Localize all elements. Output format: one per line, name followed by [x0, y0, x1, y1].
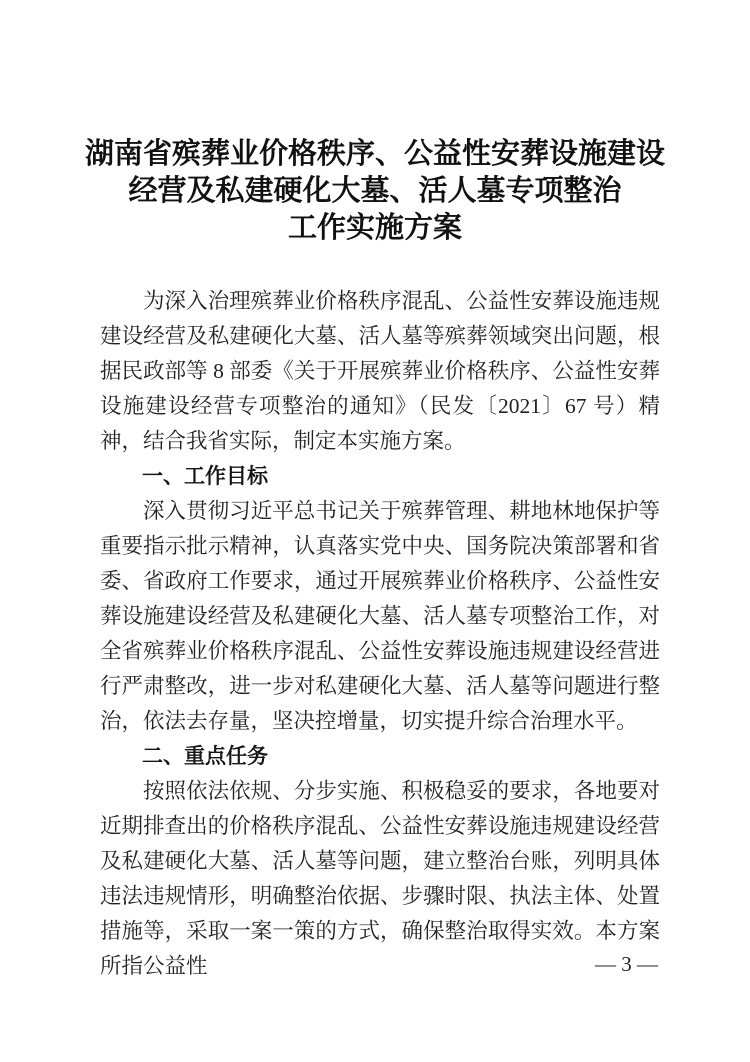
title-line-3: 工作实施方案	[287, 212, 462, 244]
title-line-2: 经营及私建硬化大墓、活人墓专项整治	[128, 175, 622, 207]
document-title	[55, 136, 695, 247]
section-heading-work-goals: 一、工作目标	[142, 465, 268, 488]
paragraph-key-tasks: 按照依法依规、分步实施、积极稳妥的要求，各地要对近期排查出的价格秩序混乱、公益性安葬设施违规建设经营及私建硬化大墓、活人墓等问题，建立整治台账，列明具体违法违规情形，明确整治依据、步骤时限、执法主体、处置措施等，采取一案一策的方式，确保整治取得实效。本方案所指公益性	[100, 779, 660, 978]
section-heading-key-tasks: 二、重点任务	[142, 745, 268, 768]
paragraph-intro: 为深入治理殡葬业价格秩序混乱、公益性安葬设施违规建设经营及私建硬化大墓、活人墓等殡葬领域突出问题，根据民政部等 8 部委《关于开展殡葬业价格秩序、公益性安葬设施建设经营专项整治的通知》（民发〔2021〕67 号）精神，结合我省实际，制定本实施方案。	[100, 289, 660, 453]
paragraph-work-goals: 深入贯彻习近平总书记关于殡葬管理、耕地林地保护等重要指示批示精神，认真落实党中央、国务院决策部署和省委、省政府工作要求，通过开展殡葬业价格秩序、公益性安葬设施建设经营及私建硬化大墓、活人墓专项整治工作，对全省殡葬业价格秩序混乱、公益性安葬设施违规建设经营进行严肃整改，进一步对私建硬化大墓、活人墓等问题进行整治，依法去存量，坚决控增量，切实提升综合治理水平。	[100, 499, 660, 733]
page-number: — 3 —	[595, 952, 658, 976]
document-body	[100, 284, 660, 984]
title-line-1: 湖南省殡葬业价格秩序、公益性安葬设施建设	[84, 138, 665, 170]
